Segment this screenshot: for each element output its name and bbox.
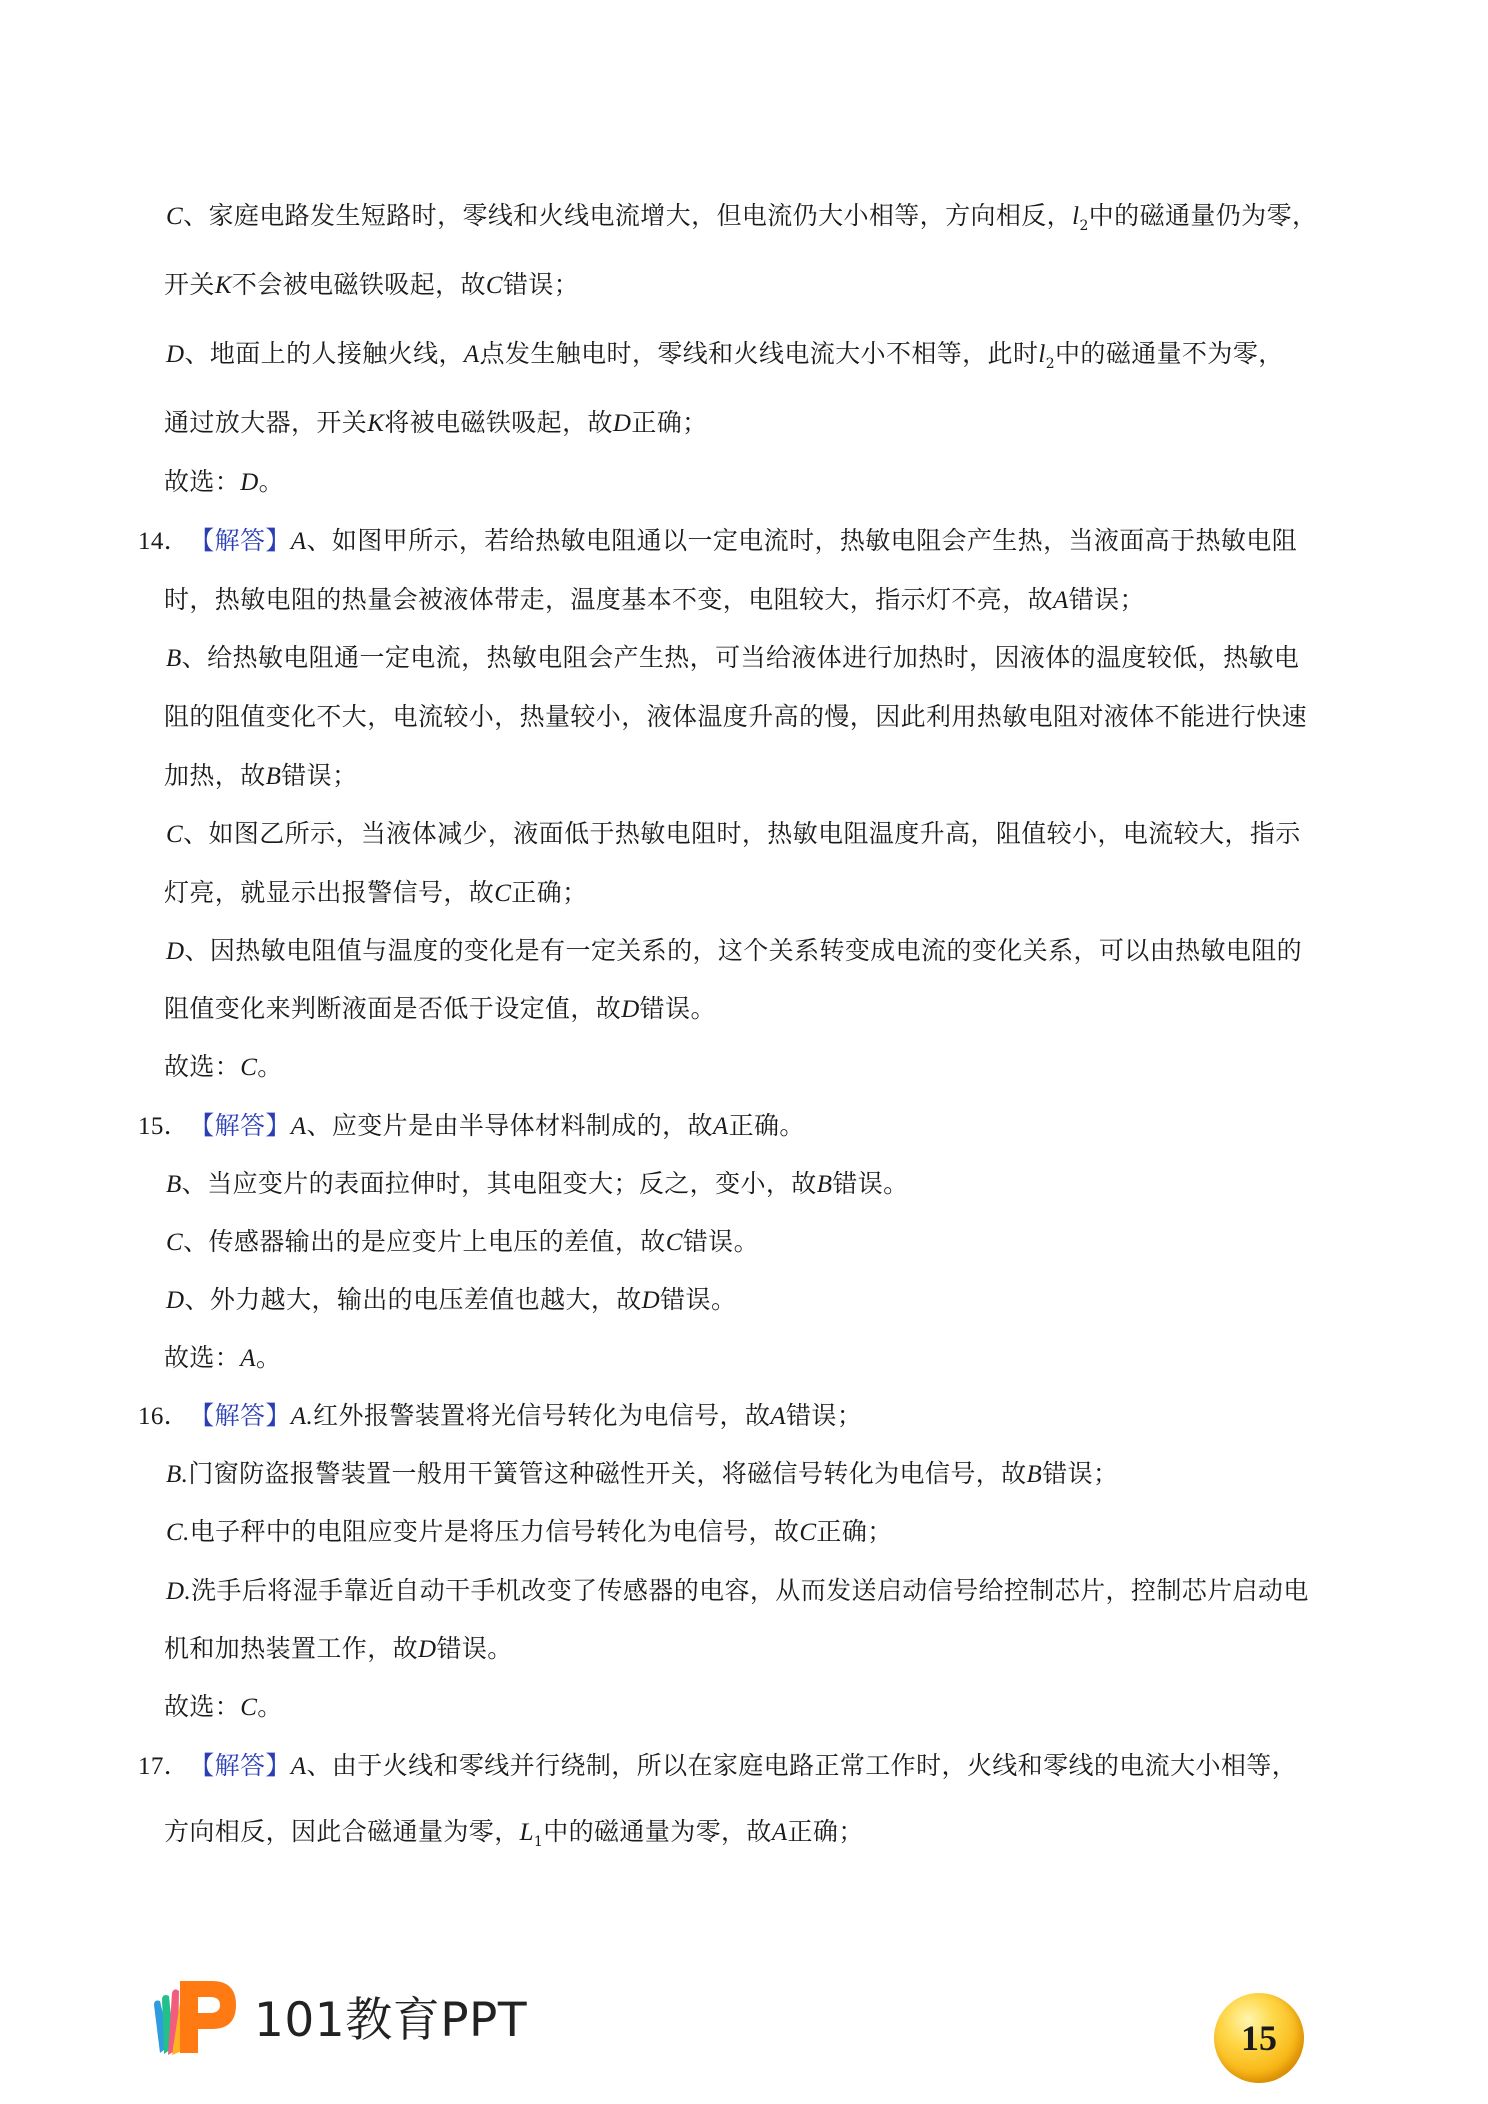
answer-tag: 【解答】 (189, 1401, 291, 1430)
text-line: 阻值变化来判断液面是否低于设定值，故D错误。 (164, 994, 716, 1023)
page-number: 15 (1241, 2018, 1277, 2058)
text-line: B、当应变片的表面拉伸时，其电阻变大；反之，变小，故B错误。 (166, 1169, 909, 1198)
text-line: D、地面上的人接触火线，A点发生触电时，零线和火线电流大小不相等，此时$l_2$中的磁通量不为零， (166, 339, 1284, 372)
brand-logo-icon (150, 1975, 240, 2057)
text-line: 灯亮，就显示出报警信号，故C正确； (164, 878, 588, 907)
answer-16-heading: 16．【解答】A.红外报警装置将光信号转化为电信号，故A错误； (138, 1401, 863, 1430)
text-line: C.电子秤中的电阻应变片是将压力信号转化为电信号，故C正确； (166, 1517, 893, 1546)
brand-name: 101教育PPT (254, 1992, 528, 2048)
text-line: C、家庭电路发生短路时，零线和火线电流增大，但电流仍大小相等，方向相反，$l_2$中的磁通量仍为零， (166, 201, 1318, 234)
text-line: 通过放大器，开关K将被电磁铁吸起，故D正确； (164, 408, 708, 437)
text-line: 故选：C。 (164, 1692, 283, 1721)
text-line: 阻的阻值变化不大，电流较小，热量较小，液体温度升高的慢，因此利用热敏电阻对液体不能进行快速 (164, 702, 1308, 731)
text-line: C、如图乙所示，当液体减少，液面低于热敏电阻时，热敏电阻温度升高，阻值较小，电流较大，指示 (166, 819, 1301, 848)
text-line: D.洗手后将湿手靠近自动干手机改变了传感器的电容，从而发送启动信号给控制芯片，控制芯片启动电 (166, 1576, 1309, 1605)
answer-17-heading: 17．【解答】A、由于火线和零线并行绕制，所以在家庭电路正常工作时，火线和零线的电流大小相等， (138, 1751, 1298, 1780)
answer-tag: 【解答】 (189, 1751, 291, 1780)
text-line: 开关K不会被电磁铁吸起，故C错误； (164, 270, 580, 299)
text-line: 机和加热装置工作，故D错误。 (164, 1634, 513, 1663)
text-line: 加热，故B错误； (164, 761, 358, 790)
answer-14-heading: 14．【解答】A、如图甲所示，若给热敏电阻通以一定电流时，热敏电阻会产生热，当液面高于热敏电阻 (138, 526, 1298, 555)
text-line: C、传感器输出的是应变片上电压的差值，故C错误。 (166, 1227, 759, 1256)
brand-logo (150, 1975, 527, 2057)
text-line: B.门窗防盗报警装置一般用干簧管这种磁性开关，将磁信号转化为电信号，故B错误； (166, 1459, 1119, 1488)
text-line: 时，热敏电阻的热量会被液体带走，温度基本不变，电阻较大，指示灯不亮，故A错误； (164, 585, 1145, 614)
answer-tag: 【解答】 (189, 1111, 291, 1140)
text-line: D、因热敏电阻值与温度的变化是有一定关系的，这个关系转变成电流的变化关系，可以由热敏电阻的 (166, 936, 1303, 965)
text-line: 故选：A。 (164, 1343, 282, 1372)
text-line: B、给热敏电阻通一定电流，热敏电阻会产生热，可当给液体进行加热时，因液体的温度较低，热敏电 (166, 643, 1300, 672)
answer-15-heading: 15．【解答】A、应变片是由半导体材料制成的，故A正确。 (138, 1111, 805, 1140)
answer-tag: 【解答】 (189, 526, 291, 555)
text-line: 故选：C。 (164, 1052, 283, 1081)
text-line: 故选：D。 (164, 467, 285, 496)
text-line: D、外力越大，输出的电压差值也越大，故D错误。 (166, 1285, 737, 1314)
page-number-badge (1214, 1993, 1304, 2083)
text-line: 方向相反，因此合磁通量为零，$L_1$中的磁通量为零，故A正确； (164, 1817, 864, 1850)
